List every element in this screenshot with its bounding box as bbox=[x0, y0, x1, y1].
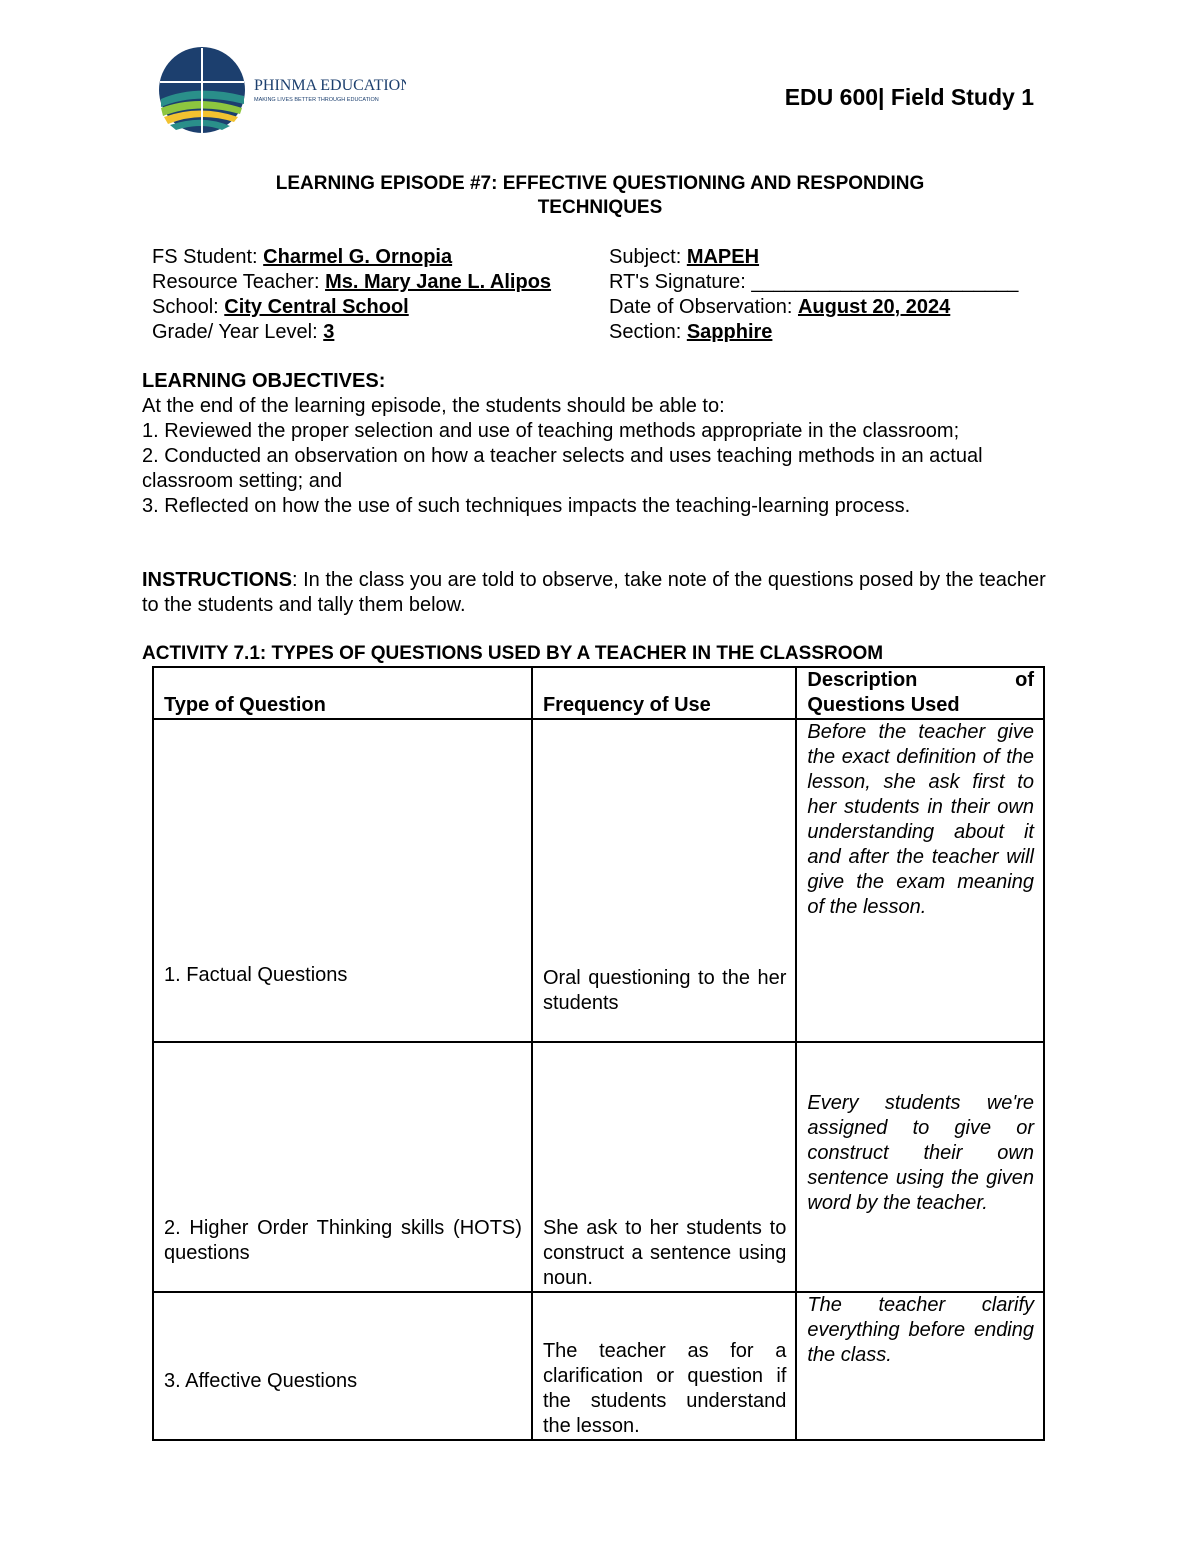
grade-value: 3 bbox=[323, 321, 335, 343]
learning-objectives bbox=[142, 369, 1067, 519]
frequency-cell: Oral questioning to the her students bbox=[532, 719, 796, 1042]
header-desc-line2: Questions Used bbox=[807, 694, 960, 716]
episode-title-line2: TECHNIQUES bbox=[537, 197, 663, 218]
grade-row bbox=[152, 320, 551, 345]
table-row bbox=[153, 1292, 1044, 1440]
signature-label: RT's Signature: bbox=[609, 271, 752, 293]
activity-table bbox=[152, 666, 1045, 1441]
info-right-column bbox=[609, 245, 1018, 345]
teacher-row bbox=[152, 270, 551, 295]
date-value: August 20, 2024 bbox=[797, 296, 951, 318]
date-label: Date of Observation: bbox=[609, 296, 798, 318]
student-row bbox=[152, 245, 551, 270]
info-left-column bbox=[152, 245, 551, 345]
description-cell: The teacher clarify everything before ending the class. bbox=[796, 1292, 1044, 1440]
header-type: Type of Question bbox=[153, 667, 532, 719]
frequency-cell: She ask to her students to construct a sentence using noun. bbox=[532, 1042, 796, 1292]
phinma-emblem-icon bbox=[156, 44, 406, 136]
table-row bbox=[153, 1042, 1044, 1292]
type-cell: 1. Factual Questions bbox=[153, 719, 532, 1042]
teacher-label: Resource Teacher: bbox=[152, 271, 326, 293]
objective-item: 2. Conducted an observation on how a teacher selects and uses teaching methods in an actual classroom setting; and bbox=[142, 445, 983, 492]
activity-title: ACTIVITY 7.1: TYPES OF QUESTIONS USED BY A TEACHER IN THE CLASSROOM bbox=[142, 643, 884, 664]
objective-item: 3. Reflected on how the use of such techniques impacts the teaching-learning process. bbox=[142, 495, 911, 517]
student-label: FS Student: bbox=[152, 246, 264, 268]
school-row bbox=[152, 295, 551, 320]
type-cell: 2. Higher Order Thinking skills (HOTS) questions bbox=[153, 1042, 532, 1292]
instructions-label: INSTRUCTIONS bbox=[142, 569, 292, 591]
header-description bbox=[796, 667, 1044, 719]
episode-title-line1: LEARNING EPISODE #7: EFFECTIVE QUESTIONING AND RESPONDING bbox=[275, 173, 925, 194]
episode-title bbox=[0, 172, 1200, 220]
header-frequency: Frequency of Use bbox=[532, 667, 796, 719]
description-cell: Before the teacher give the exact definition of the lesson, she ask first to her students in their own understanding about it and after the teacher will give the exam meaning of the lesson. bbox=[796, 719, 1044, 1042]
logo-text: PHINMA EDUCATION bbox=[254, 77, 406, 94]
type-cell: 3. Affective Questions bbox=[153, 1292, 532, 1440]
logo-tagline: MAKING LIVES BETTER THROUGH EDUCATION bbox=[254, 97, 379, 103]
section-label: Section: bbox=[609, 321, 687, 343]
school-label: School: bbox=[152, 296, 225, 318]
subject-row bbox=[609, 245, 1018, 270]
instructions bbox=[142, 568, 1067, 618]
objective-item: 1. Reviewed the proper selection and use of teaching methods appropriate in the classroom; bbox=[142, 420, 960, 442]
objectives-intro: At the end of the learning episode, the students should be able to: bbox=[142, 395, 725, 417]
phinma-logo bbox=[156, 44, 406, 136]
teacher-name: Ms. Mary Jane L. Alipos bbox=[325, 271, 552, 293]
signature-line: ________________________ bbox=[751, 271, 1019, 293]
subject-label: Subject: bbox=[609, 246, 687, 268]
school-name: City Central School bbox=[224, 296, 409, 318]
subject-value: MAPEH bbox=[686, 246, 760, 268]
table-header-row bbox=[153, 667, 1044, 719]
instructions-text: : In the class you are told to observe, take note of the questions posed by the teacher to the students and tally them below. bbox=[142, 569, 1046, 616]
header-desc-word1: Description bbox=[807, 669, 918, 691]
header-desc-word2: of bbox=[1015, 669, 1034, 691]
objectives-heading: LEARNING OBJECTIVES: bbox=[142, 370, 386, 392]
section-row bbox=[609, 320, 1018, 345]
student-name: Charmel G. Ornopia bbox=[263, 246, 453, 268]
frequency-cell: The teacher as for a clarification or question if the students understand the lesson. bbox=[532, 1292, 796, 1440]
date-row bbox=[609, 295, 1018, 320]
description-cell: Every students we're assigned to give or construct their own sentence using the given word by the teacher. bbox=[796, 1042, 1044, 1292]
section-value: Sapphire bbox=[686, 321, 773, 343]
signature-row bbox=[609, 270, 1018, 295]
course-title: EDU 600| Field Study 1 bbox=[784, 84, 1034, 110]
table-row bbox=[153, 719, 1044, 1042]
grade-label: Grade/ Year Level: bbox=[152, 321, 324, 343]
